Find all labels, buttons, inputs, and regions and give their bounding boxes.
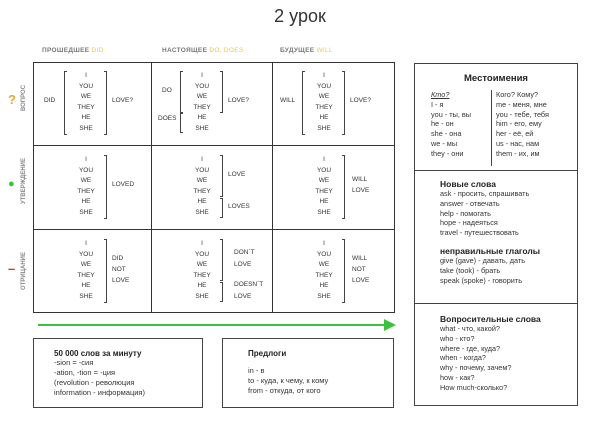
- row-label-question: ВОПРОС: [21, 84, 27, 112]
- pronoun-list: I YOU WE THEY HE SHE: [193, 240, 211, 300]
- row-label-affirm: УТВЕРЖДЕНИЕ: [21, 158, 27, 205]
- pronoun-list: I YOU WE THEY HE SHE: [77, 240, 95, 300]
- pronoun-list: I YOU WE THEY HE SHE: [193, 72, 211, 132]
- negation-dash-icon: –: [8, 261, 16, 276]
- n-past-1: DID: [112, 255, 124, 262]
- a-future-verb: LOVE: [352, 187, 370, 194]
- header-past-hint: DID: [91, 47, 104, 54]
- pronouns-section: Местоимения Кто? I - я you - ты, вы he - он she - она we - мы they - они Кого? Кому? me - меня, мне you - тебе, тебя him - его, ему her - её, ей us - нас, нам them - их, им: [415, 64, 577, 171]
- arrow-right-icon: [384, 319, 396, 331]
- n-past-3: LOVE: [112, 277, 130, 284]
- n-present-2b: LOVE: [234, 293, 252, 300]
- header-present-hint: DO, DOES: [209, 47, 244, 54]
- pronoun-list: I YOU WE THEY HE SHE: [315, 72, 333, 132]
- header-present-label: НАСТОЯЩЕЕ: [162, 47, 208, 54]
- prepositions-box-title: Предлоги: [248, 349, 287, 358]
- n-future-3: LOVE: [352, 277, 370, 284]
- n-past-2: NOT: [112, 266, 126, 273]
- header-future: [280, 47, 333, 54]
- pronoun-list: I YOU WE THEY HE SHE: [315, 156, 333, 216]
- a-past-verb: LOVED: [112, 181, 135, 188]
- n-present-1a: DON`T: [234, 249, 255, 256]
- q-present-aux-do: DO: [162, 87, 172, 94]
- a-present-verb2: LOVES: [228, 203, 250, 210]
- suffix-box: 50 000 слов за минуту -sion = -сия -ation, -tion = -ция (revolution - революция information - информация): [33, 338, 203, 408]
- header-future-label: БУДУЩЕЕ: [280, 47, 315, 54]
- q-future-aux: WILL: [280, 97, 296, 104]
- n-future-2: NOT: [352, 266, 366, 273]
- row-label-negation: ОТРИЦАНИЕ: [21, 252, 27, 291]
- a-present-verb1: LOVE: [228, 171, 246, 178]
- header-present: [162, 47, 244, 54]
- timeline-arrow: [38, 324, 388, 326]
- n-present-1b: LOVE: [234, 261, 252, 268]
- words-section: Новые слова ask - просить, спрашивать answer - отвечать help - помогать hope - надеяться travel - путешествовать неправильные глаголы give (gave) - давать, дать take (took) - брать speak (spoke) - говорить: [415, 171, 577, 304]
- affirm-dot-icon: ●: [8, 178, 15, 190]
- grammar-grid: [33, 62, 395, 313]
- q-present-aux-does: DOES: [158, 115, 177, 122]
- pronoun-list: I YOU WE THEY HE SHE: [193, 156, 211, 216]
- question-mark-icon: ?: [8, 92, 16, 107]
- pronoun-list: I YOU WE THEY HE SHE: [77, 72, 95, 132]
- question-words-section: Вопросительные слова what - что, какой? who - кто? where - где, куда? when - когда? why - почему, зачем? how - как? How much-сколько?: [440, 314, 541, 392]
- reference-panel: [414, 63, 578, 406]
- pronoun-list: I YOU WE THEY HE SHE: [315, 240, 333, 300]
- prepositions-box: Предлоги in - в to - куда, к чему, к кому from - откуда, от кого: [222, 338, 394, 408]
- header-past-label: ПРОШЕДШЕЕ: [42, 47, 90, 54]
- q-present-verb: LOVE?: [228, 97, 249, 104]
- pronoun-list: I YOU WE THEY HE SHE: [77, 156, 95, 216]
- suffix-box-title: 50 000 слов за минуту: [54, 349, 142, 358]
- n-future-1: WILL: [352, 255, 368, 262]
- q-past-verb: LOVE?: [112, 97, 133, 104]
- page-title: 2 урок: [274, 6, 326, 26]
- header-past: [42, 47, 104, 54]
- n-present-2a: DOESN`T: [234, 281, 264, 288]
- a-future-aux: WILL: [352, 176, 368, 183]
- header-future-hint: WILL: [316, 47, 333, 54]
- q-past-aux: DID: [44, 97, 56, 104]
- q-future-verb: LOVE?: [350, 97, 371, 104]
